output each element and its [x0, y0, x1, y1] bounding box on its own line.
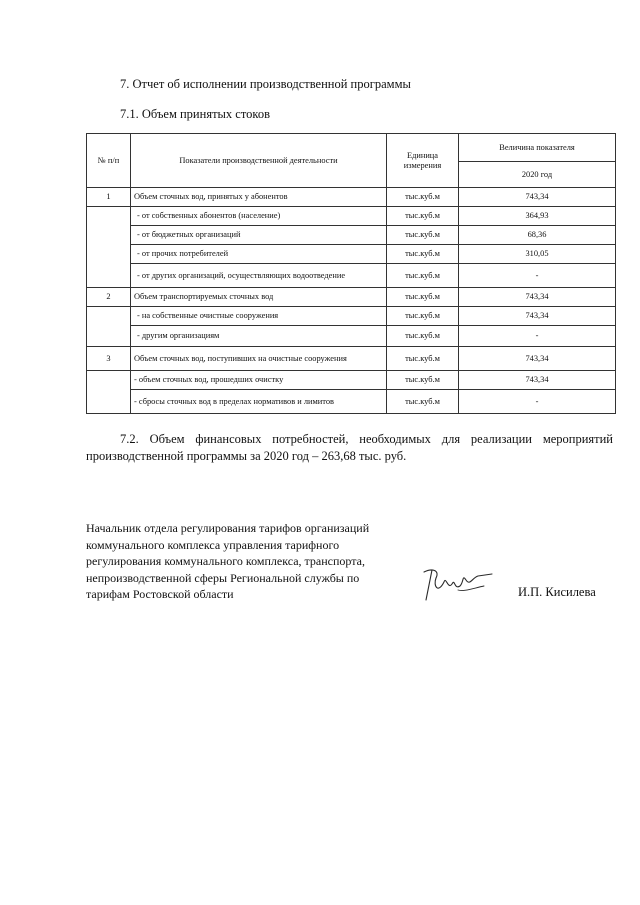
row-unit: тыс.куб.м — [387, 371, 459, 390]
table-row — [87, 188, 616, 207]
table-row — [87, 288, 616, 307]
section-heading-7: 7. Отчет об исполнении производственной программы — [120, 77, 411, 91]
row-name: Объем сточных вод, принятых у абонентов — [131, 188, 387, 207]
row-num: 3 — [87, 347, 131, 371]
table-row — [87, 307, 616, 326]
table-row — [87, 245, 616, 264]
row-name: - от бюджетных организаций — [131, 226, 387, 245]
row-value: 364,93 — [459, 207, 616, 226]
signatory-title-line: коммунального комплекса управления тарифного — [86, 537, 340, 552]
row-value: - — [459, 264, 616, 288]
row-name: - от собственных абонентов (население) — [131, 207, 387, 226]
signatory-title-line: Начальник отдела регулирования тарифов организаций — [86, 521, 370, 535]
row-name: Объем сточных вод, поступивших на очистные сооружения — [131, 347, 387, 371]
row-value: - — [459, 326, 616, 347]
row-unit: тыс.куб.м — [387, 188, 459, 207]
row-unit: тыс.куб.м — [387, 245, 459, 264]
row-unit: тыс.куб.м — [387, 347, 459, 371]
row-num — [87, 371, 131, 414]
row-value: 743,34 — [459, 371, 616, 390]
row-unit: тыс.куб.м — [387, 326, 459, 347]
row-num — [87, 207, 131, 288]
signatory-title — [86, 520, 426, 603]
row-unit: тыс.куб.м — [387, 288, 459, 307]
row-unit: тыс.куб.м — [387, 226, 459, 245]
row-name: - от прочих потребителей — [131, 245, 387, 264]
table-row — [87, 390, 616, 414]
table-row — [87, 226, 616, 245]
row-unit: тыс.куб.м — [387, 390, 459, 414]
section-heading-7-1: 7.1. Объем принятых стоков — [120, 107, 270, 121]
financial-needs-paragraph: 7.2. Объем финансовых потребностей, необходимых для реализации мероприятий производственной программы за 2020 год – 263,68 тыс. руб. — [86, 432, 613, 463]
table-row — [87, 347, 616, 371]
wastewater-table — [86, 133, 616, 414]
row-num: 2 — [87, 288, 131, 307]
signatory-name: И.П. Кисилева — [518, 585, 596, 599]
row-value: 743,34 — [459, 307, 616, 326]
header-num: № п/п — [87, 134, 131, 188]
row-value: 310,05 — [459, 245, 616, 264]
table-row — [87, 264, 616, 288]
header-unit: Единица измерения — [387, 134, 459, 188]
header-year: 2020 год — [459, 162, 616, 188]
row-name: - другим организациям — [131, 326, 387, 347]
signatory-title-line: непроизводственной сферы Региональной службы по — [86, 570, 360, 585]
row-name: - объем сточных вод, прошедших очистку — [131, 371, 387, 390]
table-row — [87, 371, 616, 390]
signatory-title-line: регулирования коммунального комплекса, транспорта, — [86, 554, 365, 568]
row-name: Объем транспортируемых сточных вод — [131, 288, 387, 307]
row-value: 68,36 — [459, 226, 616, 245]
table-row — [87, 326, 616, 347]
row-value: 743,34 — [459, 288, 616, 307]
header-value-group: Величина показателя — [459, 134, 616, 162]
row-num: 1 — [87, 188, 131, 207]
row-unit: тыс.куб.м — [387, 307, 459, 326]
row-value: 743,34 — [459, 188, 616, 207]
table-row — [87, 207, 616, 226]
row-num — [87, 307, 131, 347]
row-unit: тыс.куб.м — [387, 264, 459, 288]
signatory-title-line: тарифам Ростовской области — [86, 587, 234, 601]
row-unit: тыс.куб.м — [387, 207, 459, 226]
row-name: - на собственные очистные сооружения — [131, 307, 387, 326]
row-name: - от других организаций, осуществляющих водоотведение — [131, 264, 387, 288]
handwritten-signature — [418, 560, 498, 606]
row-name: - сбросы сточных вод в пределах нормативов и лимитов — [131, 390, 387, 414]
row-value: - — [459, 390, 616, 414]
header-indicator: Показатели производственной деятельности — [131, 134, 387, 188]
row-value: 743,34 — [459, 347, 616, 371]
